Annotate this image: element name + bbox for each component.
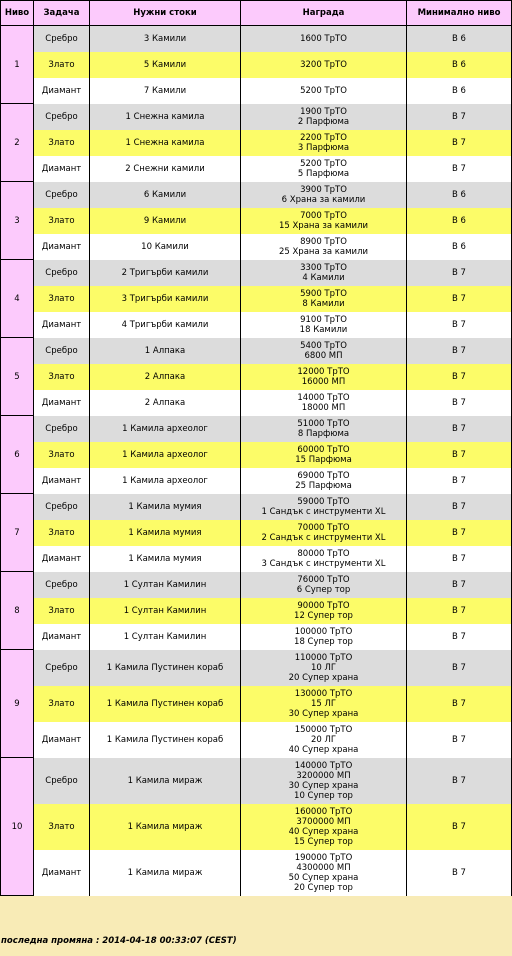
level-cell: 9 bbox=[1, 650, 34, 758]
reward-cell bbox=[241, 494, 407, 520]
task-cell: Диамант bbox=[34, 312, 90, 338]
table-row bbox=[1, 850, 512, 896]
header-level: Ниво bbox=[1, 1, 34, 26]
task-cell: Злато bbox=[34, 686, 90, 722]
table-row bbox=[1, 650, 512, 686]
goods-cell: 1 Камила археолог bbox=[90, 416, 241, 442]
task-cell: Злато bbox=[34, 130, 90, 156]
reward-cell bbox=[241, 520, 407, 546]
reward-line: 18 Камили bbox=[299, 324, 348, 335]
min-level-cell: В 7 bbox=[407, 390, 512, 416]
table-row bbox=[1, 286, 512, 312]
task-cell: Сребро bbox=[34, 338, 90, 364]
table-row bbox=[1, 416, 512, 442]
goods-cell: 1 Алпака bbox=[90, 338, 241, 364]
reward-line: 100000 ТрТО bbox=[294, 626, 353, 637]
level-cell: 2 bbox=[1, 104, 34, 182]
goods-cell: 2 Алпака bbox=[90, 364, 241, 390]
reward-line: 3300 ТрТО bbox=[300, 262, 347, 273]
reward-line: 20 ЛГ bbox=[310, 734, 337, 745]
table-row bbox=[1, 804, 512, 850]
reward-line: 1 Сандък с инструменти XL bbox=[261, 506, 386, 517]
task-cell: Диамант bbox=[34, 624, 90, 650]
min-level-cell: В 7 bbox=[407, 758, 512, 804]
goods-cell: 3 Камили bbox=[90, 26, 241, 52]
level-cell: 7 bbox=[1, 494, 34, 572]
task-cell: Сребро bbox=[34, 572, 90, 598]
min-level-cell: В 7 bbox=[407, 650, 512, 686]
task-cell: Злато bbox=[34, 598, 90, 624]
reward-cell bbox=[241, 338, 407, 364]
table-row bbox=[1, 130, 512, 156]
table-row bbox=[1, 234, 512, 260]
reward-line: 51000 ТрТО bbox=[297, 418, 350, 429]
reward-line: 6800 МП bbox=[304, 350, 343, 361]
task-cell: Сребро bbox=[34, 182, 90, 208]
task-cell: Сребро bbox=[34, 416, 90, 442]
level-cell: 5 bbox=[1, 338, 34, 416]
reward-line: 40 Супер храна bbox=[288, 826, 359, 837]
goods-cell: 2 Снежни камили bbox=[90, 156, 241, 182]
goods-cell: 2 Алпака bbox=[90, 390, 241, 416]
reward-line: 16000 МП bbox=[301, 376, 346, 387]
goods-cell: 10 Камили bbox=[90, 234, 241, 260]
task-cell: Злато bbox=[34, 286, 90, 312]
reward-line: 8 Парфюма bbox=[297, 428, 350, 439]
task-cell: Сребро bbox=[34, 104, 90, 130]
reward-line: 50 Супер храна bbox=[288, 872, 359, 883]
task-cell: Злато bbox=[34, 208, 90, 234]
reward-line: 150000 ТрТО bbox=[294, 724, 353, 735]
min-level-cell: В 7 bbox=[407, 442, 512, 468]
table-row bbox=[1, 572, 512, 598]
reward-cell bbox=[241, 686, 407, 722]
reward-cell bbox=[241, 546, 407, 572]
goods-cell: 5 Камили bbox=[90, 52, 241, 78]
level-cell: 6 bbox=[1, 416, 34, 494]
reward-line: 130000 ТрТО bbox=[294, 688, 353, 699]
task-cell: Диамант bbox=[34, 156, 90, 182]
reward-cell bbox=[241, 234, 407, 260]
table-row bbox=[1, 78, 512, 104]
reward-line: 25 Храна за камили bbox=[278, 246, 369, 257]
reward-line: 2 Сандък с инструменти XL bbox=[261, 532, 386, 543]
reward-cell bbox=[241, 208, 407, 234]
task-cell: Злато bbox=[34, 520, 90, 546]
header-min-level: Минимално ниво bbox=[407, 1, 512, 26]
reward-cell bbox=[241, 182, 407, 208]
min-level-cell: В 7 bbox=[407, 598, 512, 624]
goods-cell: 7 Камили bbox=[90, 78, 241, 104]
reward-line: 9100 ТрТО bbox=[300, 314, 347, 325]
table-row bbox=[1, 52, 512, 78]
task-cell: Сребро bbox=[34, 650, 90, 686]
table-row bbox=[1, 312, 512, 338]
goods-cell: 1 Камила мираж bbox=[90, 804, 241, 850]
reward-line: 18 Супер тор bbox=[294, 636, 353, 647]
reward-cell bbox=[241, 104, 407, 130]
task-cell: Сребро bbox=[34, 758, 90, 804]
reward-line: 90000 ТрТО bbox=[297, 600, 350, 611]
table-row bbox=[1, 686, 512, 722]
goods-cell: 2 Тригърби камили bbox=[90, 260, 241, 286]
min-level-cell: В 6 bbox=[407, 234, 512, 260]
reward-cell bbox=[241, 156, 407, 182]
task-cell: Диамант bbox=[34, 468, 90, 494]
min-level-cell: В 7 bbox=[407, 130, 512, 156]
task-cell: Диамант bbox=[34, 390, 90, 416]
min-level-cell: В 6 bbox=[407, 182, 512, 208]
reward-cell bbox=[241, 650, 407, 686]
min-level-cell: В 7 bbox=[407, 416, 512, 442]
level-cell: 1 bbox=[1, 26, 34, 104]
reward-line: 20 Супер тор bbox=[294, 882, 353, 893]
table-row bbox=[1, 156, 512, 182]
reward-line: 2200 ТрТО bbox=[300, 132, 347, 143]
goods-cell: 3 Тригърби камили bbox=[90, 286, 241, 312]
reward-line: 12000 ТрТО bbox=[297, 366, 350, 377]
task-cell: Сребро bbox=[34, 26, 90, 52]
reward-line: 10 ЛГ bbox=[310, 662, 337, 673]
reward-cell bbox=[241, 624, 407, 650]
reward-line: 25 Парфюма bbox=[295, 480, 352, 491]
goods-cell: 1 Камила археолог bbox=[90, 468, 241, 494]
min-level-cell: В 7 bbox=[407, 364, 512, 390]
table-row bbox=[1, 26, 512, 52]
reward-cell bbox=[241, 804, 407, 850]
min-level-cell: В 7 bbox=[407, 850, 512, 896]
min-level-cell: В 7 bbox=[407, 494, 512, 520]
header-row bbox=[1, 1, 512, 26]
level-cell: 8 bbox=[1, 572, 34, 650]
reward-line: 160000 ТрТО bbox=[294, 806, 353, 817]
reward-line: 3200 ТрТО bbox=[300, 59, 347, 70]
reward-line: 5200 ТрТО bbox=[300, 85, 347, 96]
min-level-cell: В 7 bbox=[407, 804, 512, 850]
table-row bbox=[1, 182, 512, 208]
reward-cell bbox=[241, 722, 407, 758]
level-cell: 10 bbox=[1, 758, 34, 896]
reward-cell bbox=[241, 850, 407, 896]
reward-line: 190000 ТрТО bbox=[294, 852, 353, 863]
table-row bbox=[1, 546, 512, 572]
level-cell: 3 bbox=[1, 182, 34, 260]
reward-line: 40 Супер храна bbox=[288, 744, 359, 755]
min-level-cell: В 7 bbox=[407, 686, 512, 722]
min-level-cell: В 7 bbox=[407, 520, 512, 546]
reward-cell bbox=[241, 130, 407, 156]
reward-line: 15 Храна за камили bbox=[278, 220, 369, 231]
goods-cell: 1 Камила мумия bbox=[90, 546, 241, 572]
last-modified: последна промяна : 2014-04-18 00:33:07 (CEST) bbox=[1, 936, 237, 946]
table-row bbox=[1, 520, 512, 546]
reward-cell bbox=[241, 260, 407, 286]
reward-line: 8900 ТрТО bbox=[300, 236, 347, 247]
table-body bbox=[1, 26, 512, 896]
reward-line: 3200000 МП bbox=[296, 770, 351, 781]
reward-line: 3 Парфюма bbox=[297, 142, 350, 153]
reward-line: 2 Парфюма bbox=[297, 116, 350, 127]
goods-cell: 1 Снежна камила bbox=[90, 130, 241, 156]
min-level-cell: В 7 bbox=[407, 312, 512, 338]
reward-cell bbox=[241, 390, 407, 416]
task-cell: Злато bbox=[34, 364, 90, 390]
goods-cell: 1 Камила археолог bbox=[90, 442, 241, 468]
reward-line: 30 Супер храна bbox=[288, 780, 359, 791]
goods-cell: 1 Камила мираж bbox=[90, 758, 241, 804]
reward-cell bbox=[241, 442, 407, 468]
table-row bbox=[1, 598, 512, 624]
table-row bbox=[1, 624, 512, 650]
reward-cell bbox=[241, 416, 407, 442]
reward-line: 5900 ТрТО bbox=[300, 288, 347, 299]
task-cell: Злато bbox=[34, 804, 90, 850]
goods-cell: 1 Снежна камила bbox=[90, 104, 241, 130]
goods-cell: 1 Султан Камилин bbox=[90, 572, 241, 598]
reward-line: 15 ЛГ bbox=[310, 698, 337, 709]
goods-cell: 1 Камила Пустинен кораб bbox=[90, 722, 241, 758]
reward-line: 3900 ТрТО bbox=[300, 184, 347, 195]
reward-cell bbox=[241, 26, 407, 52]
goods-cell: 6 Камили bbox=[90, 182, 241, 208]
reward-line: 6 Супер тор bbox=[296, 584, 351, 595]
min-level-cell: В 7 bbox=[407, 338, 512, 364]
min-level-cell: В 7 bbox=[407, 286, 512, 312]
reward-line: 15 Парфюма bbox=[295, 454, 352, 465]
min-level-cell: В 7 bbox=[407, 722, 512, 758]
reward-line: 15 Супер тор bbox=[294, 836, 353, 847]
reward-line: 10 Супер тор bbox=[294, 790, 353, 801]
reward-line: 4 Камили bbox=[302, 272, 345, 283]
reward-line: 1900 ТрТО bbox=[300, 106, 347, 117]
reward-cell bbox=[241, 758, 407, 804]
goods-cell: 1 Камила мумия bbox=[90, 494, 241, 520]
reward-line: 14000 ТрТО bbox=[297, 392, 350, 403]
min-level-cell: В 7 bbox=[407, 572, 512, 598]
table-row bbox=[1, 338, 512, 364]
table-row bbox=[1, 442, 512, 468]
min-level-cell: В 7 bbox=[407, 468, 512, 494]
reward-line: 8 Камили bbox=[302, 298, 345, 309]
reward-cell bbox=[241, 364, 407, 390]
min-level-cell: В 6 bbox=[407, 78, 512, 104]
table-row bbox=[1, 468, 512, 494]
reward-line: 12 Супер тор bbox=[294, 610, 353, 621]
goods-cell: 1 Камила Пустинен кораб bbox=[90, 686, 241, 722]
table-row bbox=[1, 722, 512, 758]
table-row bbox=[1, 494, 512, 520]
min-level-cell: В 6 bbox=[407, 52, 512, 78]
reward-line: 5200 ТрТО bbox=[300, 158, 347, 169]
reward-line: 110000 ТрТО bbox=[294, 652, 353, 663]
min-level-cell: В 7 bbox=[407, 624, 512, 650]
reward-line: 70000 ТрТО bbox=[297, 522, 350, 533]
reward-cell bbox=[241, 52, 407, 78]
goods-cell: 1 Султан Камилин bbox=[90, 598, 241, 624]
goods-cell: 1 Султан Камилин bbox=[90, 624, 241, 650]
reward-line: 76000 ТрТО bbox=[297, 574, 350, 585]
task-cell: Диамант bbox=[34, 78, 90, 104]
task-cell: Сребро bbox=[34, 260, 90, 286]
goods-cell: 1 Камила Пустинен кораб bbox=[90, 650, 241, 686]
reward-line: 3 Сандък с инструменти XL bbox=[261, 558, 386, 569]
task-cell: Диамант bbox=[34, 722, 90, 758]
task-cell: Сребро bbox=[34, 494, 90, 520]
reward-cell bbox=[241, 312, 407, 338]
reward-line: 18000 МП bbox=[301, 402, 346, 413]
reward-line: 140000 ТрТО bbox=[294, 760, 353, 771]
goods-cell: 4 Тригърби камили bbox=[90, 312, 241, 338]
goods-cell: 9 Камили bbox=[90, 208, 241, 234]
table-row bbox=[1, 260, 512, 286]
task-cell: Диамант bbox=[34, 234, 90, 260]
table-row bbox=[1, 758, 512, 804]
table-row bbox=[1, 208, 512, 234]
reward-cell bbox=[241, 598, 407, 624]
min-level-cell: В 7 bbox=[407, 104, 512, 130]
reward-cell bbox=[241, 286, 407, 312]
goods-cell: 1 Камила мираж bbox=[90, 850, 241, 896]
reward-line: 1600 ТрТО bbox=[300, 33, 347, 44]
task-cell: Злато bbox=[34, 52, 90, 78]
min-level-cell: В 7 bbox=[407, 546, 512, 572]
reward-line: 6 Храна за камили bbox=[281, 194, 366, 205]
reward-line: 80000 ТрТО bbox=[297, 548, 350, 559]
header-goods: Нужни стоки bbox=[90, 1, 241, 26]
table-row bbox=[1, 390, 512, 416]
reward-line: 30 Супер храна bbox=[288, 708, 359, 719]
reward-line: 60000 ТрТО bbox=[297, 444, 350, 455]
reward-line: 4300000 МП bbox=[296, 862, 351, 873]
reward-cell bbox=[241, 78, 407, 104]
min-level-cell: В 7 bbox=[407, 260, 512, 286]
reward-cell bbox=[241, 572, 407, 598]
reward-line: 20 Супер храна bbox=[288, 672, 359, 683]
goods-cell: 1 Камила мумия bbox=[90, 520, 241, 546]
task-cell: Диамант bbox=[34, 850, 90, 896]
header-reward: Награда bbox=[241, 1, 407, 26]
table-row bbox=[1, 364, 512, 390]
min-level-cell: В 7 bbox=[407, 156, 512, 182]
level-cell: 4 bbox=[1, 260, 34, 338]
reward-line: 3700000 МП bbox=[296, 816, 351, 827]
table-row bbox=[1, 104, 512, 130]
reward-line: 5 Парфюма bbox=[297, 168, 350, 179]
reward-line: 5400 ТрТО bbox=[300, 340, 347, 351]
min-level-cell: В 6 bbox=[407, 208, 512, 234]
reward-line: 69000 ТрТО bbox=[297, 470, 350, 481]
reward-cell bbox=[241, 468, 407, 494]
header-task: Задача bbox=[34, 1, 90, 26]
min-level-cell: В 6 bbox=[407, 26, 512, 52]
reward-line: 59000 ТрТО bbox=[297, 496, 350, 507]
reward-line: 7000 ТрТО bbox=[300, 210, 347, 221]
task-cell: Диамант bbox=[34, 546, 90, 572]
task-cell: Злато bbox=[34, 442, 90, 468]
